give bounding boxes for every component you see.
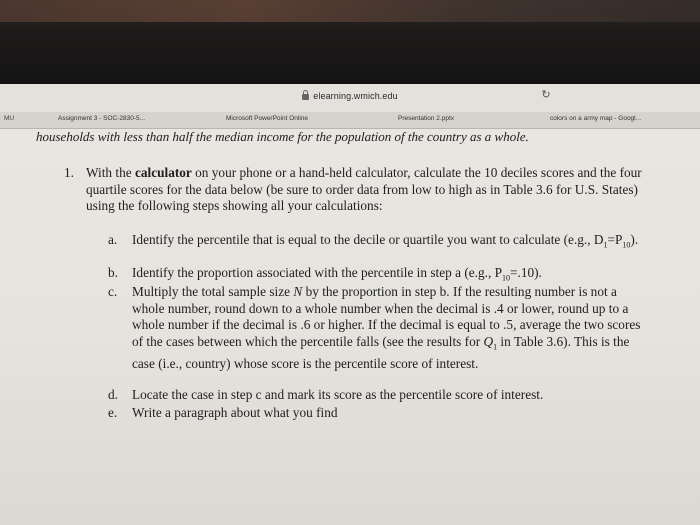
step-b-text: Identify the proportion associated with the percentile in step a (e.g., $P_{10}=.10$).: [132, 265, 542, 283]
monitor-bezel: [0, 0, 700, 84]
step-e: e. Write a paragraph about what you find: [108, 405, 648, 422]
document-page: [0, 129, 700, 525]
tab-powerpoint-online[interactable]: Microsoft PowerPoint Online: [226, 115, 309, 122]
previous-paragraph-line: households with less than half the median income for the population of the country as a whole.: [35, 129, 530, 144]
question-1: [64, 165, 654, 215]
tab-google-search[interactable]: colors on a army map - Googl...: [550, 115, 642, 122]
question-text: With the calculator on your phone or a hand-held calculator, calculate the 10 deciles scores and the four quartile scores for the data below (be sure to order data from low to high as in Table 3.6 for U.S. States) using the following steps showing all your calculations:: [86, 165, 642, 213]
step-a-text: Identify the percentile that is equal to the decile or quartile you want to calculate (e.g., $D_1=P_{10}$).: [132, 232, 639, 250]
step-d-text: Locate the case in step c and mark its score as the percentile score of interest.: [132, 387, 544, 402]
url-display[interactable]: [0, 91, 700, 101]
step-c: c. Multiply the total sample size N by the proportion in step b. If the resulting number is not a whole number, round down to a whole number when the decimal is .4 or lower, round up to a whole number if the decimal is .6 or higher. If the decimal is equal to .5, average the two scores of the cases between which the percentile falls (see the results for $Q_1$ in Table 3.6). This is the case (i.e., country) whose score is the percentile score of interest.: [108, 284, 648, 372]
bezel-reflection: [0, 0, 700, 22]
step-d: d. Locate the case in step c and mark its score as the percentile score of interest.: [108, 387, 648, 404]
tab-mu[interactable]: MU: [4, 115, 15, 122]
lock-icon: [302, 94, 309, 100]
step-a: a. Identify the percentile that is equal to the decile or quartile you want to calculate (e.g., $D_1=P_{10}$).: [108, 232, 648, 254]
tab-bar: [0, 112, 700, 129]
bold-calculator: calculator: [134, 165, 192, 180]
url-text: elearning.wmich.edu: [313, 91, 398, 101]
address-bar[interactable]: [0, 84, 700, 113]
reload-icon[interactable]: ↻: [541, 89, 551, 101]
tab-presentation[interactable]: Presentation 2.pptx: [398, 115, 455, 122]
question-number: 1.: [64, 165, 74, 180]
step-b: b. Identify the proportion associated with the percentile in step a (e.g., $P_{10}=.10$).: [108, 265, 648, 287]
step-c-text: Multiply the total sample size N by the proportion in step b. If the resulting number is not a whole number, round down to a whole number when the decimal is .4 or lower, round up to a whole number if the decimal is .6 or higher. If the decimal is equal to .5, average the two scores of the cases between which the percentile falls (see the results for $Q_1$ in Table 3.6). This is the case (i.e., country) whose score is the percentile score of interest.: [132, 284, 641, 371]
tab-assignment[interactable]: Assignment 3 - SOC-2830-5...: [58, 115, 146, 122]
step-e-text: Write a paragraph about what you find: [132, 405, 338, 420]
